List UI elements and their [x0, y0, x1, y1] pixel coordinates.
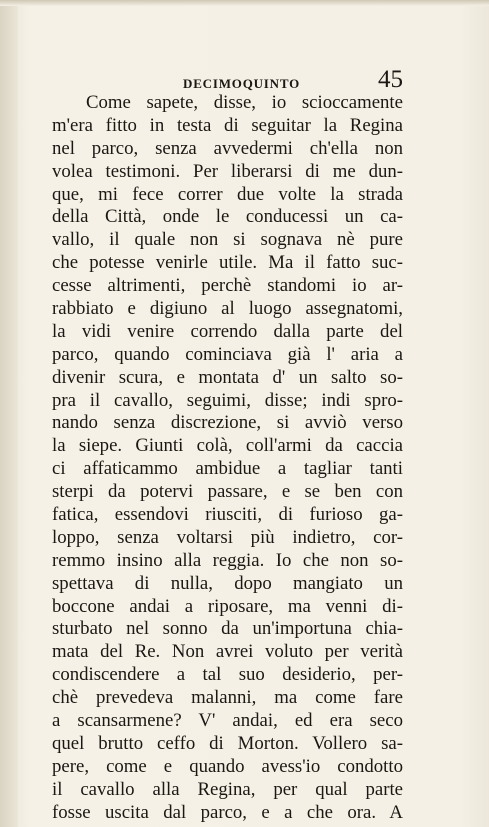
text-line: pra il cavallo, seguimi, disse; indi spro- [52, 389, 403, 411]
body-text [52, 92, 403, 825]
text-line: il cavallo alla Regina, per qual parte [52, 778, 403, 800]
text-line: condiscendere a tal suo desiderio, per- [52, 664, 403, 686]
text-line: nel parco, senza avvedermi ch'ella non [52, 137, 403, 159]
text-line: boccone andai a riposare, ma venni di- [52, 595, 403, 617]
text-line: nando senza discrezione, si avviò verso [52, 412, 403, 434]
page-top-edge [0, 0, 489, 6]
text-line: volea testimoni. Per liberarsi di me dun- [52, 160, 403, 182]
page-number: 45 [378, 66, 403, 93]
text-line: della Città, onde le conducessi un ca- [52, 206, 403, 228]
text-line: que, mi fece correr due volte la strada [52, 183, 403, 205]
running-head: DECIMOQUINTO [183, 76, 300, 91]
text-line: ci affaticammo ambidue a tagliar tanti [52, 458, 403, 480]
text-line: m'era fitto in testa di seguitar la Regina [52, 114, 403, 136]
text-line: parco, quando cominciava già l' aria a [52, 343, 403, 365]
text-line: quel brutto ceffo di Morton. Vollero sa- [52, 732, 403, 754]
page-gutter [0, 0, 18, 827]
text-line: la siepe. Giunti colà, coll'armi da caccia [52, 435, 403, 457]
text-line: fosse uscita dal parco, e a che ora. A [52, 801, 403, 823]
text-line: a scansarmene? V' andai, ed era seco [52, 710, 403, 732]
text-line: chè prevedeva malanni, ma come fare [52, 687, 403, 709]
text-line: spettava di nulla, dopo mangiato un [52, 572, 403, 594]
text-line: rabbiato e digiuno al luogo assegnatomi, [52, 298, 403, 320]
text-line: pere, come e quando avess'io condotto [52, 755, 403, 777]
text-line: fatica, essendovi riusciti, di furioso ga- [52, 504, 403, 526]
text-line: la vidi venire correndo dalla parte del [52, 320, 403, 342]
text-line: remmo insino alla reggia. Io che non so- [52, 549, 403, 571]
text-line: divenir scura, e montata d' un salto so- [52, 366, 403, 388]
page-header [0, 64, 489, 94]
text-line: loppo, senza voltarsi più indietro, cor- [52, 526, 403, 548]
text-line: cesse altrimenti, perchè standomi io ar- [52, 275, 403, 297]
text-line: sturbato nel sonno da un'importuna chia- [52, 618, 403, 640]
text-line: sterpi da potervi passare, e se ben con [52, 481, 403, 503]
text-line: vallo, il quale non si sognava nè pure [52, 229, 403, 251]
text-line: che potesse venirle utile. Ma il fatto suc- [52, 252, 403, 274]
text-line: mata del Re. Non avrei voluto per verità [52, 641, 403, 663]
text-line: Come sapete, disse, io scioccamente [86, 92, 403, 113]
